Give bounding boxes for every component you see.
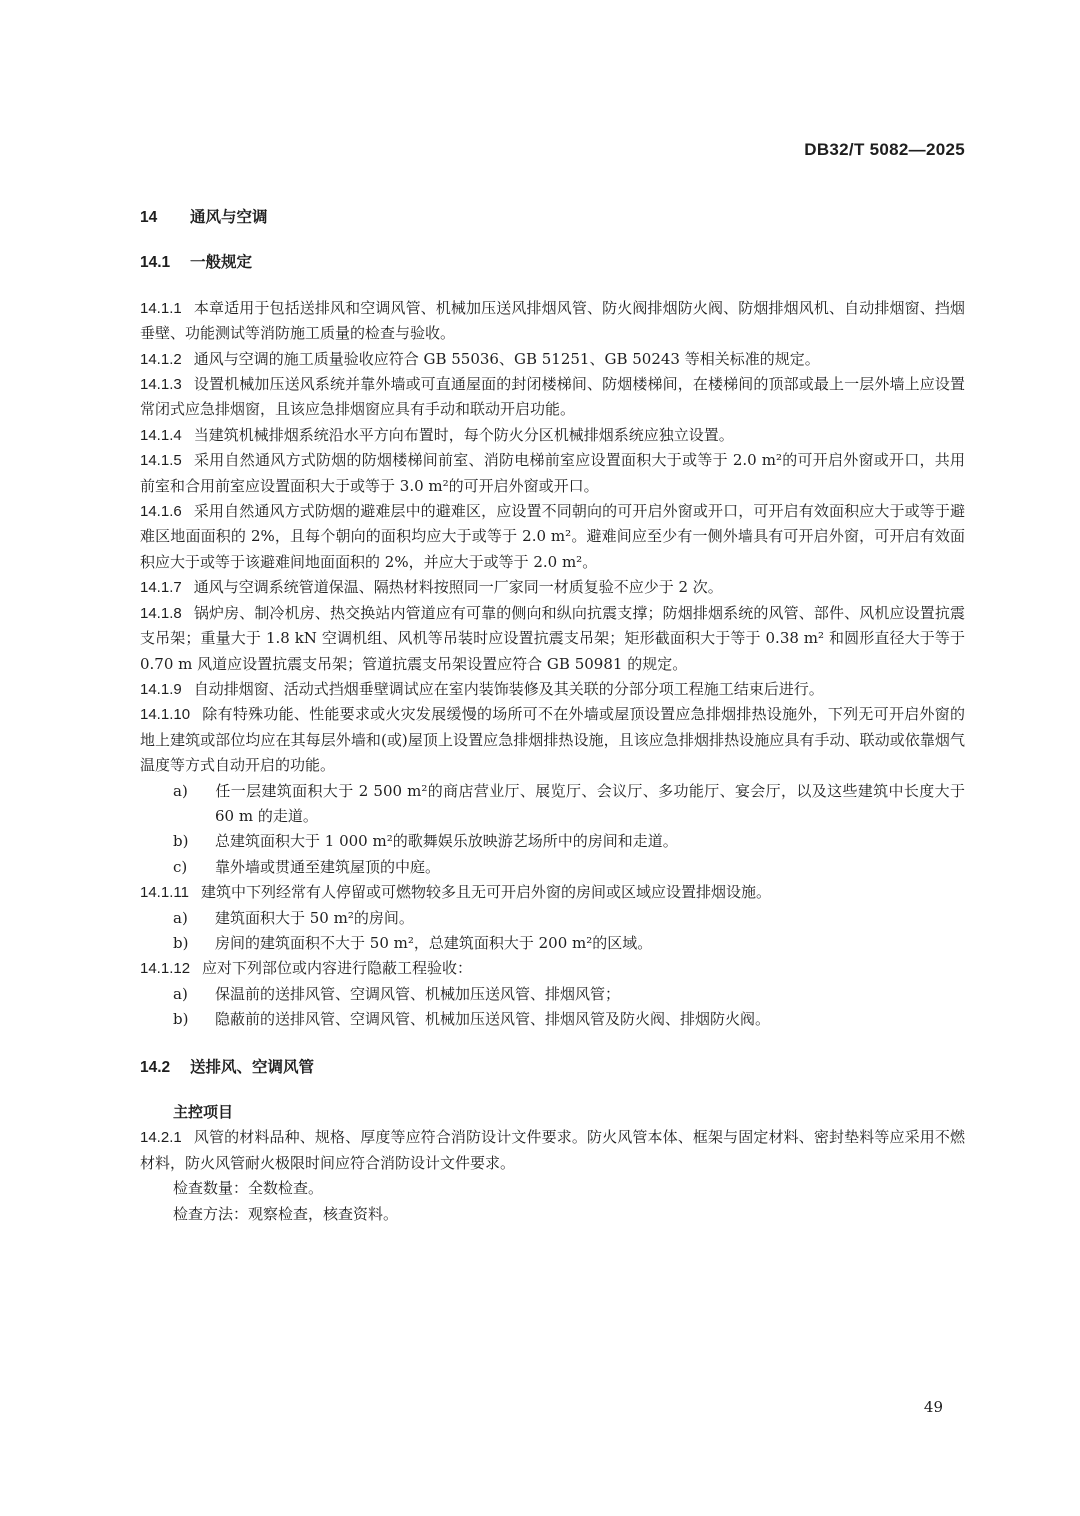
list-item-text: 总建筑面积大于 1 000 m²的歌舞娱乐放映游艺场所中的房间和走道。 [215, 832, 678, 851]
clause [140, 372, 965, 423]
clause [140, 499, 965, 575]
page-number: 49 [923, 1398, 943, 1416]
chapter-number: 14 [140, 209, 158, 226]
clause-text: 当建筑机械排烟系统沿水平方向布置时，每个防火分区机械排烟系统应独立设置。 [193, 425, 734, 444]
clause-number: 14.1.7 [140, 579, 182, 597]
clause [140, 677, 965, 702]
clause-number: 14.1.2 [140, 350, 182, 368]
clause-number: 14.2.1 [140, 1129, 182, 1147]
list-item-label: a) [173, 781, 188, 800]
clause [140, 575, 965, 600]
section-title: 一般规定 [190, 254, 253, 272]
clause-text: 采用自然通风方式防烟的防烟楼梯间前室、消防电梯前室应设置面积大于或等于 2.0 m²的可开启外窗或开口，共用前室和合用前室应设置面积大于或等于 3.0 m²的可开启外窗或开口。 [140, 451, 965, 495]
section-number: 14.1 [140, 254, 171, 272]
clause-text: 本章适用于包括送排风和空调风管、机械加压送风排烟风管、防火阀排烟防火阀、防烟排烟风机、自动排烟窗、挡烟垂壁、功能测试等消防施工质量的检查与验收。 [140, 298, 965, 343]
list-item-label: a) [173, 908, 188, 927]
clause [140, 448, 965, 499]
clause [140, 347, 965, 372]
clause [140, 956, 965, 981]
check-method: 检查方法：观察检查，核查资料。 [173, 1204, 399, 1223]
list-item-text: 房间的建筑面积不大于 50 m²，总建筑面积大于 200 m²的区域。 [215, 933, 653, 952]
clause-number: 14.1.3 [140, 376, 182, 394]
clause [140, 702, 965, 778]
subheading: 主控项目 [173, 1104, 234, 1121]
check-quantity: 检查数量：全数检查。 [173, 1179, 324, 1198]
clause-number: 14.1.9 [140, 680, 182, 698]
section-heading [140, 250, 965, 275]
clause-number: 14.1.12 [140, 960, 191, 978]
clause-text: 通风与空调系统管道保温、隔热材料按照同一厂家同一材质复验不应少于 2 次。 [193, 578, 723, 597]
list-item-text: 建筑面积大于 50 m²的房间。 [215, 908, 414, 927]
list-item-label: b) [173, 832, 189, 851]
clause-text: 通风与空调的施工质量验收应符合 GB 55036、GB 51251、GB 50243 等相关标准的规定。 [193, 349, 820, 368]
clause-number: 14.1.11 [140, 884, 189, 902]
list-item-label: a) [173, 984, 188, 1003]
clause [140, 423, 965, 448]
list-item-text: 隐蔽前的送排风管、空调风管、机械加压送风管、排烟风管及防火阀、排烟防火阀。 [215, 1010, 771, 1029]
list-item [173, 906, 965, 931]
clause [140, 880, 965, 905]
clause-number: 14.1.1 [140, 299, 182, 317]
clause-text: 采用自然通风方式防烟的避难层中的避难区，应设置不同朝向的可开启外窗或开口，可开启有效面积应大于或等于避难区地面面积的 2%，且每个朝向的面积均应大于或等于 2.0 m²。避难间应至少有一侧外墙具有可开启外窗，可开启有效面积应大于或等于该避难间地面面积的 2%，并应大于或等于 2.0 m²。 [140, 502, 965, 571]
clause-text: 自动排烟窗、活动式挡烟垂壁调试应在室内装饰装修及其关联的分部分项工程施工结束后进行。 [193, 679, 824, 698]
list-item-label: c) [173, 857, 188, 876]
list-item [173, 779, 965, 830]
list-item [173, 1007, 965, 1032]
page-content [140, 205, 965, 1227]
chapter-heading [140, 205, 965, 230]
list-item-label: b) [173, 933, 189, 952]
clause-text: 除有特殊功能、性能要求或火灾发展缓慢的场所可不在外墙或屋顶设置应急排烟排热设施外，下列无可开启外窗的地上建筑或部位均应在其每层外墙和(或)屋顶上设置应急排烟排热设施，且该应急排烟排热设施应具有手动、联动或依靠烟气温度等方式自动开启的功能。 [140, 705, 965, 775]
clause [140, 296, 965, 347]
clause-number: 14.1.5 [140, 452, 182, 470]
clause-number: 14.1.6 [140, 503, 182, 521]
clause [140, 601, 965, 677]
clause-number: 14.1.4 [140, 426, 182, 444]
clause [140, 1125, 965, 1176]
list-item-text: 任一层建筑面积大于 2 500 m²的商店营业厅、展览厅、会议厅、多功能厅、宴会厅，以及这些建筑中长度大于 60 m 的走道。 [215, 781, 965, 825]
clause-text: 设置机械加压送风系统并靠外墙或可直通屋面的封闭楼梯间、防烟楼梯间，在楼梯间的顶部或最上一层外墙上应设置常闭式应急排烟窗，且该应急排烟窗应具有手动和联动开启功能。 [140, 375, 965, 419]
section-title: 送排风、空调风管 [190, 1058, 315, 1076]
list-item-text: 保温前的送排风管、空调风管、机械加压送风管、排烟风管； [215, 984, 621, 1003]
list-item-label: b) [173, 1010, 189, 1029]
clause-number: 14.1.8 [140, 604, 182, 622]
clause-text: 应对下列部位或内容进行隐蔽工程验收： [202, 959, 473, 978]
list-item [173, 931, 965, 956]
document-code: DB32/T 5082—2025 [804, 140, 965, 159]
list-item [173, 982, 965, 1007]
clause-text: 锅炉房、制冷机房、热交换站内管道应有可靠的侧向和纵向抗震支撑；防烟排烟系统的风管、部件、风机应设置抗震支吊架；重量大于 1.8 kN 空调机组、风机等吊装时应设置抗震支吊架；矩形截面积大于等于 0.38 m² 和圆形直径大于等于 0.70 m 风道应设置抗震支吊架；管道抗震支吊架设置应符合 GB 50981 的规定。 [140, 603, 965, 673]
list-item [173, 855, 965, 880]
section-number: 14.2 [140, 1058, 171, 1076]
list-item-text: 靠外墙或贯通至建筑屋顶的中庭。 [215, 857, 441, 876]
clause-text: 风管的材料品种、规格、厚度等应符合消防设计文件要求。防火风管本体、框架与固定材料、密封垫料等应采用不燃材料，防火风管耐火极限时间应符合消防设计文件要求。 [140, 1128, 965, 1172]
chapter-title: 通风与空调 [190, 209, 268, 226]
list-item [173, 829, 965, 854]
clause-text: 建筑中下列经常有人停留或可燃物较多且无可开启外窗的房间或区域应设置排烟设施。 [200, 883, 771, 902]
section-heading [140, 1055, 965, 1080]
clause-number: 14.1.10 [140, 706, 191, 724]
